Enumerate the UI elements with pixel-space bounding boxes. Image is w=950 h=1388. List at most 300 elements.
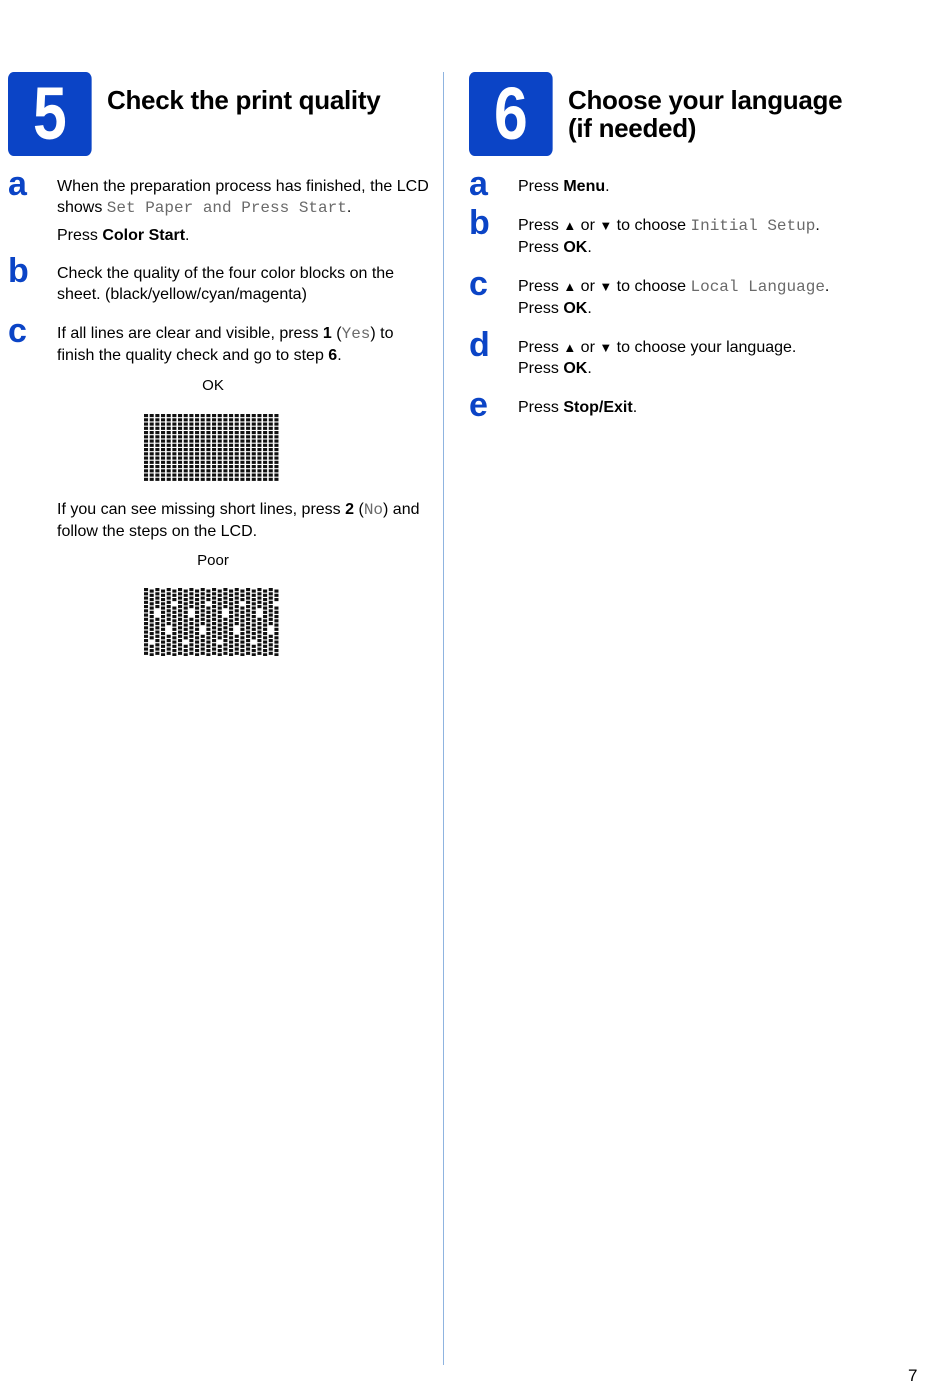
pattern-cell (274, 628, 278, 631)
pattern-cell (195, 452, 199, 455)
pattern-cell (246, 431, 250, 434)
pattern-cell (178, 592, 182, 595)
pattern-cell (257, 618, 261, 621)
step-6d-letter: d (469, 326, 490, 364)
pattern-cell (274, 641, 278, 644)
pattern-cell (263, 632, 267, 635)
pattern-cell (218, 590, 222, 593)
stop-exit-key: Stop/Exit (563, 399, 633, 416)
pattern-cell (269, 614, 273, 617)
pattern-cell (144, 588, 148, 591)
pattern-cell (161, 619, 165, 622)
pattern-cell (246, 588, 250, 591)
pattern-cell (195, 619, 199, 622)
pattern-cell (223, 435, 227, 438)
pattern-cell (184, 590, 188, 593)
pattern-cell (195, 457, 199, 460)
pattern-cell (172, 615, 176, 618)
pattern-cell (263, 414, 267, 417)
pattern-cell (184, 469, 188, 472)
pattern-cell (240, 418, 244, 421)
pattern-cell (161, 590, 165, 593)
pattern-cell (229, 474, 233, 477)
pattern-cell (223, 414, 227, 417)
pattern-cell (235, 423, 239, 426)
ok-caption: OK (202, 377, 224, 394)
pattern-cell (274, 435, 278, 438)
pattern-cell (161, 645, 165, 648)
pattern-cell (229, 465, 233, 468)
pattern-cell (212, 601, 216, 604)
pattern-cell (150, 636, 154, 639)
pattern-cell (212, 597, 216, 600)
pattern-cell (218, 444, 222, 447)
pattern-cell (178, 601, 182, 604)
pattern-cell (229, 440, 233, 443)
pattern-cell (195, 414, 199, 417)
pattern-cell (252, 624, 256, 627)
step-5c-text: If all lines are clear and visible, press 1 (Yes) to finish the quality check and go to step 6. (57, 325, 394, 364)
pattern-cell (144, 435, 148, 438)
pattern-cell (189, 597, 193, 600)
pattern-cell (206, 452, 210, 455)
pattern-cell (150, 632, 154, 635)
step-6e-letter: e (469, 386, 488, 424)
pattern-cell (263, 636, 267, 639)
pattern-cell (257, 605, 261, 608)
pattern-cell (144, 597, 148, 600)
pattern-cell (263, 469, 267, 472)
pattern-cell (150, 435, 154, 438)
pattern-cell (257, 423, 261, 426)
pattern-cell (212, 431, 216, 434)
pattern-cell (240, 431, 244, 434)
pattern-cell (212, 588, 216, 591)
pattern-cell (172, 594, 176, 597)
pattern-cell (195, 469, 199, 472)
pattern-cell (257, 469, 261, 472)
pattern-cell (172, 418, 176, 421)
pattern-cell (269, 440, 273, 443)
pattern-cell (167, 423, 171, 426)
pattern-cell (201, 423, 205, 426)
pattern-cell (178, 614, 182, 617)
pattern-cell (195, 444, 199, 447)
pattern-cell (240, 598, 244, 601)
pattern-cell (172, 641, 176, 644)
pattern-cell (229, 641, 233, 644)
pattern-cell (172, 653, 176, 656)
pattern-cell (167, 465, 171, 468)
pattern-cell (240, 414, 244, 417)
pattern-cell (252, 474, 256, 477)
pattern-cell (229, 619, 233, 622)
pattern-cell (201, 592, 205, 595)
pattern-cell (229, 594, 233, 597)
pattern-cell (178, 648, 182, 651)
pattern-cell (263, 435, 267, 438)
pattern-cell (252, 594, 256, 597)
pattern-cell (155, 461, 159, 464)
pattern-cell (201, 469, 205, 472)
pattern-cell (206, 607, 210, 610)
pattern-cell (150, 602, 154, 605)
pattern-cell (201, 474, 205, 477)
pattern-cell (218, 440, 222, 443)
pattern-cell (257, 435, 261, 438)
pattern-cell (155, 639, 159, 642)
pattern-cell (257, 635, 261, 638)
pattern-cell (178, 457, 182, 460)
pattern-cell (274, 649, 278, 652)
pattern-cell (195, 478, 199, 481)
pattern-cell (206, 478, 210, 481)
pattern-cell (189, 448, 193, 451)
pattern-cell (240, 423, 244, 426)
pattern-cell (206, 427, 210, 430)
pattern-cell (144, 614, 148, 617)
pattern-cell (150, 598, 154, 601)
pattern-cell (189, 457, 193, 460)
pattern-cell (212, 461, 216, 464)
pattern-cell (218, 418, 222, 421)
pattern-cell (161, 632, 165, 635)
pattern-cell (144, 469, 148, 472)
pattern-cell (206, 457, 210, 460)
pattern-cell (269, 465, 273, 468)
pattern-cell (161, 641, 165, 644)
pattern-cell (274, 590, 278, 593)
pattern-cell (229, 607, 233, 610)
pattern-cell (212, 457, 216, 460)
pattern-cell (223, 622, 227, 625)
pattern-cell (257, 652, 261, 655)
pattern-cell (155, 435, 159, 438)
pattern-cell (155, 440, 159, 443)
pattern-cell (178, 643, 182, 646)
pattern-cell (240, 440, 244, 443)
pattern-cell (195, 636, 199, 639)
pattern-cell (235, 605, 239, 608)
pattern-cell (195, 602, 199, 605)
pattern-cell (167, 652, 171, 655)
pattern-cell (274, 619, 278, 622)
pattern-cell (229, 461, 233, 464)
pattern-cell (178, 605, 182, 608)
pattern-cell (189, 588, 193, 591)
pattern-cell (252, 418, 256, 421)
pattern-cell (206, 598, 210, 601)
pattern-cell (274, 469, 278, 472)
pattern-cell (178, 609, 182, 612)
pattern-cell (189, 618, 193, 621)
pattern-cell (189, 474, 193, 477)
pattern-cell (201, 461, 205, 464)
pattern-cell (150, 414, 154, 417)
pattern-cell (161, 435, 165, 438)
pattern-cell (235, 427, 239, 430)
pattern-cell (161, 440, 165, 443)
pattern-cell (184, 607, 188, 610)
pattern-cell (206, 440, 210, 443)
pattern-cell (178, 461, 182, 464)
pattern-cell (223, 440, 227, 443)
pattern-cell (201, 431, 205, 434)
pattern-cell (240, 615, 244, 618)
pattern-cell (178, 618, 182, 621)
pattern-cell (155, 474, 159, 477)
pattern-cell (161, 611, 165, 614)
pattern-cell (252, 444, 256, 447)
column-divider (443, 72, 444, 1365)
pattern-cell (263, 461, 267, 464)
pattern-cell (201, 635, 205, 638)
pattern-cell (240, 590, 244, 593)
pattern-cell (184, 615, 188, 618)
pattern-cell (223, 626, 227, 629)
pattern-cell (184, 414, 188, 417)
pattern-cell (240, 628, 244, 631)
pattern-cell (257, 427, 261, 430)
pattern-cell (223, 648, 227, 651)
pattern-cell (172, 440, 176, 443)
pattern-cell (201, 414, 205, 417)
pattern-cell (246, 448, 250, 451)
pattern-cell (184, 427, 188, 430)
pattern-cell (263, 418, 267, 421)
pattern-cell (150, 628, 154, 631)
ok-key: OK (563, 300, 588, 317)
pattern-cell (195, 461, 199, 464)
up-arrow-icon: ▲ (563, 218, 577, 233)
pattern-cell (195, 598, 199, 601)
step-5b (8, 252, 433, 305)
pattern-cell (263, 594, 267, 597)
pattern-cell (223, 588, 227, 591)
pattern-cell (184, 628, 188, 631)
pattern-cell (274, 478, 278, 481)
pattern-cell (155, 592, 159, 595)
pattern-cell (206, 594, 210, 597)
pattern-cell (184, 478, 188, 481)
pattern-cell (246, 597, 250, 600)
pattern-cell (161, 465, 165, 468)
pattern-cell (206, 469, 210, 472)
pattern-cell (246, 461, 250, 464)
pattern-cell (269, 592, 273, 595)
pattern-cell (184, 645, 188, 648)
pattern-cell (257, 431, 261, 434)
pattern-cell (212, 423, 216, 426)
pattern-cell (155, 465, 159, 468)
pattern-cell (206, 444, 210, 447)
pattern-cell (223, 474, 227, 477)
pattern-cell (218, 602, 222, 605)
pattern-cell (223, 427, 227, 430)
pattern-cell (252, 452, 256, 455)
pattern-cell (189, 478, 193, 481)
pattern-cell (235, 469, 239, 472)
pattern-cell (201, 614, 205, 617)
pattern-cell (184, 448, 188, 451)
pattern-cell (206, 414, 210, 417)
pattern-cell (150, 469, 154, 472)
pattern-cell (263, 444, 267, 447)
pattern-cell (274, 632, 278, 635)
pattern-cell (223, 448, 227, 451)
pattern-cell (235, 444, 239, 447)
step-5-section (8, 72, 433, 366)
pattern-cell (212, 635, 216, 638)
pattern-cell (274, 611, 278, 614)
pattern-cell (150, 594, 154, 597)
pattern-cell (161, 444, 165, 447)
step-6b: b Press ▲ or ▼ to choose Initial Setup. Press OK. (469, 204, 820, 256)
pattern-cell (240, 448, 244, 451)
pattern-cell (195, 440, 199, 443)
pattern-cell (167, 614, 171, 617)
pattern-cell (155, 427, 159, 430)
pattern-cell (184, 649, 188, 652)
pattern-cell (263, 653, 267, 656)
pattern-cell (218, 448, 222, 451)
step-5c-poor-text: If you can see missing short lines, press 2 (No) and follow the steps on the LCD. (57, 501, 420, 540)
pattern-cell (235, 431, 239, 434)
pattern-cell (167, 452, 171, 455)
pattern-cell (155, 652, 159, 655)
pattern-cell (201, 601, 205, 604)
pattern-cell (252, 598, 256, 601)
pattern-cell (257, 452, 261, 455)
pattern-cell (223, 418, 227, 421)
pattern-cell (235, 609, 239, 612)
pattern-cell (263, 615, 267, 618)
lcd-message: Set Paper and Press Start (106, 199, 347, 217)
pattern-cell (150, 478, 154, 481)
pattern-cell (218, 427, 222, 430)
pattern-cell (252, 645, 256, 648)
pattern-cell (201, 622, 205, 625)
pattern-cell (212, 605, 216, 608)
pattern-cell (235, 622, 239, 625)
step-5-header (8, 72, 433, 158)
pattern-cell (201, 639, 205, 642)
pattern-cell (218, 649, 222, 652)
pattern-cell (269, 597, 273, 600)
pattern-cell (172, 649, 176, 652)
pattern-cell (269, 444, 273, 447)
pattern-cell (218, 465, 222, 468)
pattern-cell (167, 597, 171, 600)
pattern-cell (201, 427, 205, 430)
step-5b-text: Check the quality of the four color blocks on the sheet. (black/yellow/cyan/magenta) (57, 265, 395, 303)
pattern-cell (172, 645, 176, 648)
step-6e: e Press Stop/Exit. (469, 386, 638, 424)
pattern-cell (167, 469, 171, 472)
up-arrow-icon: ▲ (563, 340, 577, 355)
pattern-cell (252, 619, 256, 622)
pattern-cell (274, 636, 278, 639)
pattern-cell (150, 619, 154, 622)
page-number: 7 (908, 1366, 918, 1385)
pattern-cell (189, 622, 193, 625)
lcd-initial-setup: Initial Setup (690, 217, 816, 235)
pattern-cell (235, 588, 239, 591)
pattern-cell (218, 414, 222, 417)
pattern-cell (274, 653, 278, 656)
pattern-cell (172, 423, 176, 426)
pattern-cell (246, 469, 250, 472)
pattern-cell (161, 461, 165, 464)
pattern-cell (235, 618, 239, 621)
pattern-cell (161, 423, 165, 426)
pattern-cell (155, 643, 159, 646)
pattern-cell (212, 448, 216, 451)
ok-key: OK (563, 239, 588, 256)
pattern-cell (229, 444, 233, 447)
poor-print-pattern (144, 588, 280, 656)
pattern-cell (274, 414, 278, 417)
pattern-cell (218, 624, 222, 627)
pattern-cell (274, 461, 278, 464)
pattern-cell (240, 641, 244, 644)
pattern-cell (167, 444, 171, 447)
pattern-cell (184, 444, 188, 447)
pattern-cell (218, 653, 222, 656)
pattern-cell (218, 469, 222, 472)
pattern-cell (195, 645, 199, 648)
pattern-cell (252, 615, 256, 618)
pattern-cell (167, 478, 171, 481)
pattern-cell (240, 636, 244, 639)
step-6-section (469, 72, 909, 424)
pattern-cell (155, 478, 159, 481)
pattern-cell (195, 649, 199, 652)
pattern-cell (252, 414, 256, 417)
pattern-cell (252, 457, 256, 460)
pattern-cell (223, 597, 227, 600)
pattern-cell (246, 452, 250, 455)
pattern-cell (172, 607, 176, 610)
pattern-cell (195, 632, 199, 635)
pattern-cell (178, 418, 182, 421)
step-6b-letter: b (469, 204, 490, 242)
pattern-cell (235, 643, 239, 646)
pattern-cell (172, 632, 176, 635)
pattern-cell (201, 597, 205, 600)
pattern-cell (167, 592, 171, 595)
pattern-cell (195, 607, 199, 610)
pattern-cell (274, 607, 278, 610)
pattern-cell (155, 601, 159, 604)
pattern-cell (144, 601, 148, 604)
color-start-key: Color Start (102, 227, 186, 244)
pattern-cell (206, 465, 210, 468)
pattern-cell (144, 652, 148, 655)
pattern-cell (223, 643, 227, 646)
pattern-cell (144, 461, 148, 464)
pattern-cell (218, 628, 222, 631)
pattern-cell (218, 632, 222, 635)
pattern-cell (269, 605, 273, 608)
pattern-cell (246, 474, 250, 477)
pattern-cell (155, 457, 159, 460)
pattern-cell (144, 418, 148, 421)
pattern-cell (161, 628, 165, 631)
pattern-cell (263, 478, 267, 481)
pattern-cell (212, 478, 216, 481)
pattern-cell (218, 431, 222, 434)
